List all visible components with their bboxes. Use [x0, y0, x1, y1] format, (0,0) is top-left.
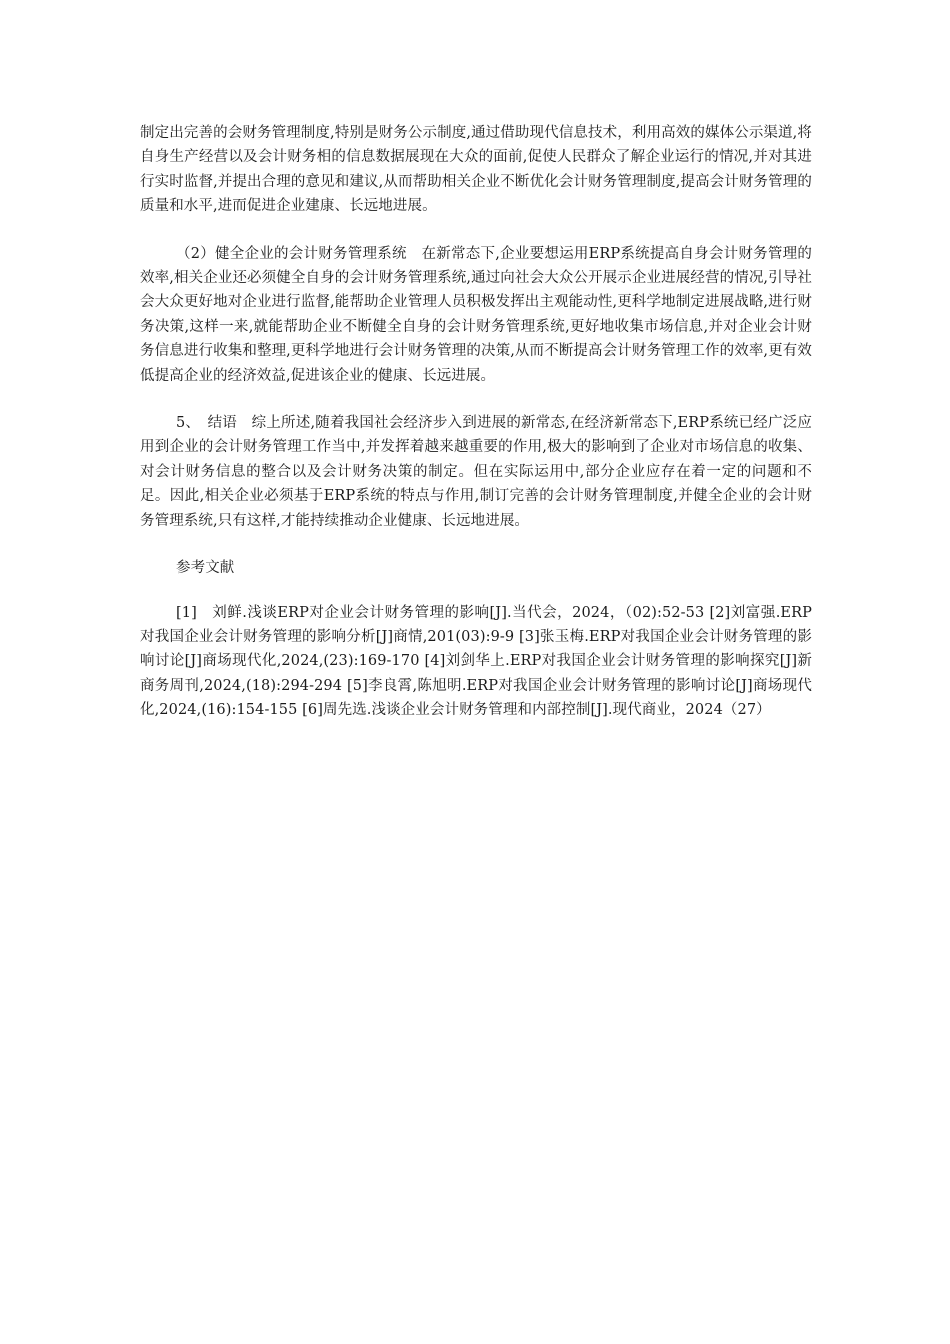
- paragraph-continuation: 制定出完善的会财务管理制度,特别是财务公示制度,通过借助现代信息技术，利用高效的媒体公示渠道,将自身生产经营以及会计财务相的信息数据展现在大众的面前,促使人民群众了解企业运行的情况,并对其进行实时监督,并提出合理的意见和建议,从而帮助相关企业不断优化会计财务管理制度,提高会计财务管理的质量和水平,进而促进企业建康、长远地进展。: [140, 125, 812, 215]
- paragraph-section-2: （2）健全企业的会计财务管理系统 在新常态下,企业要想运用ERP系统提高自身会计财务管理的效率,相关企业还必须健全自身的会计财务管理系统,通过向社会大众公开展示企业进展经营的情况,引导社会大众更好地对企业进行监督,能帮助企业管理人员积极发挥出主观能动性,更科学地制定进展战略,进行财务决策,这样一来,就能帮助企业不断健全自身的会计财务管理系统,更好地收集市场信息,并对企业会计财务信息进行收集和整理,更科学地进行会计财务管理的决策,从而不断提高会计财务管理工作的效率,更有效低提高企业的经济效益,促进该企业的健康、长远进展。: [140, 245, 812, 384]
- references-list: [1] 刘鲜.浅谈ERP对企业会计财务管理的影响[J].当代会，2024，（02):52-53 [2]刘富强.ERP对我国企业会计财务管理的影响分析[J]商情,201(03):9-9 [3]张玉梅.ERP对我国企业会计财务管理的影响讨论[J]商场现代化,2024,(23):169-170 [4]刘剑华上.ERP对我国企业会计财务管理的影响探究[J]新商务周刊,2024,(18):294-294 [5]李良霄,陈旭明.ERP对我国企业会计财务管理的影响讨论[J]商场现代化,2024,(16):154-155 [6]周先选.浅谈企业会计财务管理和内部控制[J].现代商业，2024（27）: [140, 604, 812, 719]
- references-heading: 参考文献: [176, 560, 235, 577]
- paragraph-conclusion: 5、 结语 综上所述,随着我国社会经济步入到进展的新常态,在经济新常态下,ERP系统已经广泛应用到企业的会计财务管理工作当中,并发挥着越来越重要的作用,极大的影响到了企业对市场信息的收集、对会计财务信息的整合以及会计财务决策的制定。但在实际运用中,部分企业应存在着一定的问题和不足。因此,相关企业必须基于ERP系统的特点与作用,制订完善的会计财务管理制度,并健全企业的会计财务管理系统,只有这样,才能持续推动企业健康、长远地进展。: [140, 415, 812, 529]
- document-body: [140, 121, 812, 746]
